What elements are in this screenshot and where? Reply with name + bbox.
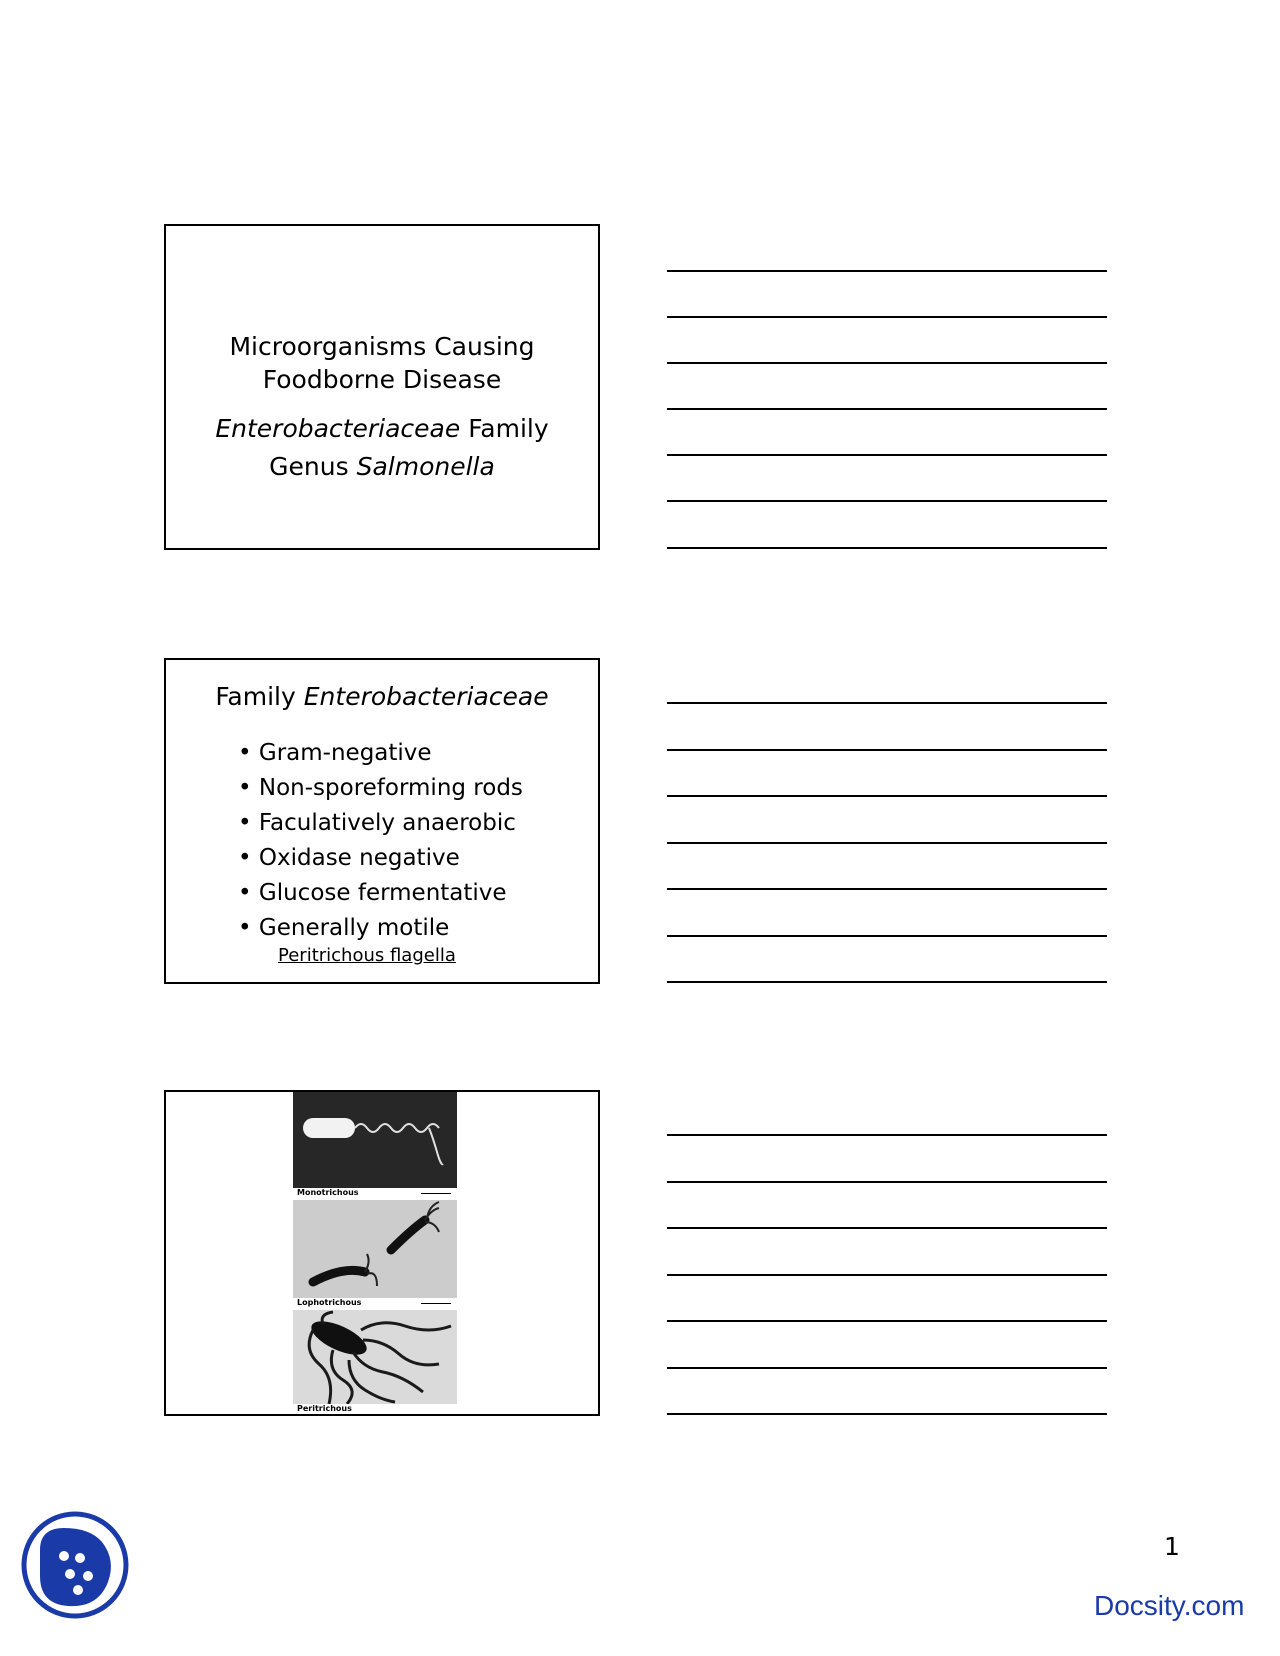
slide-family <box>164 658 600 984</box>
panel-caption: Lophotrichous <box>297 1298 362 1307</box>
genus-word: Genus <box>269 452 349 481</box>
monotrichous-image <box>293 1092 457 1188</box>
flagella-micrograph <box>293 1092 457 1414</box>
heading-family: Enterobacteriaceae <box>303 682 549 711</box>
note-line <box>667 408 1107 410</box>
note-line <box>667 888 1107 890</box>
bullet-item: • Glucose fermentative <box>238 878 523 913</box>
note-line <box>667 1320 1107 1322</box>
note-line <box>667 795 1107 797</box>
note-line <box>667 749 1107 751</box>
family-name: Enterobacteriaceae <box>215 414 461 443</box>
slide-heading <box>166 682 598 711</box>
bullet-item: • Oxidase negative <box>238 843 523 878</box>
lophotrichous-panel <box>293 1200 457 1310</box>
panel-caption: Monotrichous <box>297 1188 359 1197</box>
note-line <box>667 454 1107 456</box>
heading-prefix: Family <box>215 682 296 711</box>
slide-title <box>164 224 600 550</box>
note-line <box>667 316 1107 318</box>
note-line <box>667 500 1107 502</box>
note-line <box>667 1274 1107 1276</box>
genus-line <box>166 450 598 483</box>
note-line <box>667 935 1107 937</box>
bullet-item: • Faculatively anaerobic <box>238 808 523 843</box>
note-line <box>667 1181 1107 1183</box>
brand-link[interactable]: Docsity.com <box>1094 1590 1245 1621</box>
peritrichous-panel <box>293 1310 457 1414</box>
docsity-logo-icon[interactable] <box>20 1510 130 1620</box>
note-line <box>667 1134 1107 1136</box>
note-line <box>667 270 1107 272</box>
lophotrichous-image <box>293 1200 457 1298</box>
note-line <box>667 1367 1107 1369</box>
note-line <box>667 1227 1107 1229</box>
note-line <box>667 362 1107 364</box>
bullet-item: • Non-sporeforming rods <box>238 773 523 808</box>
bullet-list <box>238 738 523 948</box>
panel-caption: Peritrichous <box>297 1404 352 1413</box>
note-line <box>667 1413 1107 1415</box>
genus-name: Salmonella <box>356 452 495 481</box>
note-line <box>667 981 1107 983</box>
scale-bar <box>421 1303 451 1304</box>
monotrichous-panel <box>293 1092 457 1200</box>
note-line <box>667 702 1107 704</box>
bullet-item: • Gram-negative <box>238 738 523 773</box>
slide-title-text <box>166 330 598 396</box>
title-line-2: Foodborne Disease <box>262 365 502 394</box>
title-line-1: Microorganisms Causing <box>229 332 535 361</box>
family-word: Family <box>468 414 549 443</box>
slide-flagella-figure <box>164 1090 600 1416</box>
sub-item: Peritrichous flagella <box>278 945 456 966</box>
peritrichous-image <box>293 1310 457 1404</box>
note-line <box>667 842 1107 844</box>
page-number: 1 <box>1164 1532 1180 1561</box>
bullet-item: • Generally motile <box>238 913 523 948</box>
family-line <box>166 412 598 445</box>
note-line <box>667 547 1107 549</box>
scale-bar <box>421 1193 451 1194</box>
